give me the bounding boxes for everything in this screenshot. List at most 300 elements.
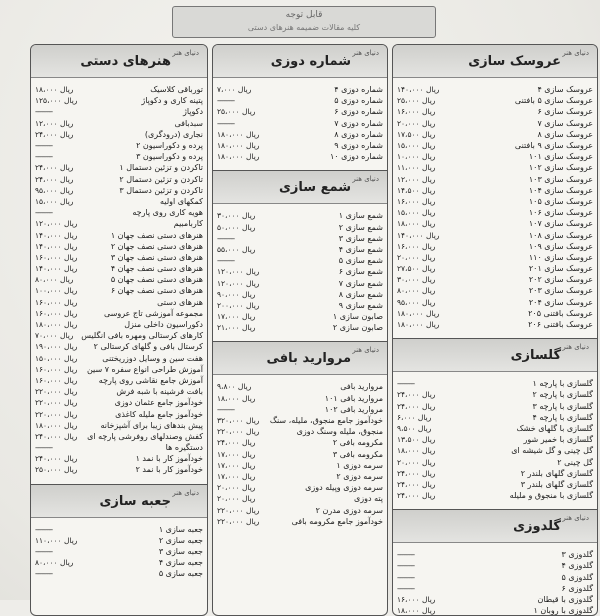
item-price: ---------- [217,233,235,243]
item-name: جعبه سازی ۵ [158,569,203,579]
item-list [31,518,207,588]
list-item [393,479,597,490]
item-price: ۱۸۰،۰۰۰ ریال [35,320,78,330]
list-item [31,397,207,408]
item-name: هنرهای دستی نصف جهان ۶ [110,286,203,296]
item-name: مکرومه بافی ۳ [332,449,383,459]
item-name: عروسک سازی ۷ [537,118,593,128]
list-item [393,229,597,240]
item-price: ۱۵۰،۰۰۰ ریال [35,353,78,363]
item-price: ۱۸۰،۰۰۰ ریال [217,141,260,151]
column-middle [212,44,388,616]
item-name: عروسک سازی ۲۰۱ [528,264,593,274]
list-item [31,341,207,352]
list-item [393,549,597,560]
item-price: ۲۴،۰۰۰ ریال [397,401,436,411]
item-name: عروسک سازی ۲۰۲ [528,275,593,285]
section-label: دنیای هنر [562,49,589,57]
list-item [393,445,597,456]
item-price: ۲۲۰،۰۰۰ ریال [35,387,78,397]
item-name: کفش وصندلهای روفرشی پارچه ای [87,431,203,441]
item-price: ۱۸۰،۰۰۰ ریال [217,152,260,162]
item-name: شمع سازی ۳ [338,233,383,243]
list-item [393,468,597,479]
list-item [213,516,387,527]
item-name: جعبه سازی ۲ [158,535,203,545]
item-price: ۹،۸۰۰ ریال [217,382,252,392]
item-price: ۱۲۰،۰۰۰ ریال [217,267,260,277]
item-name: هنرهای دستی نصف جهان ۴ [110,264,203,274]
item-name: شمع سازی ۶ [338,267,383,277]
item-price: ---------- [35,443,53,453]
item-name: شمع سازی ۷ [338,278,383,288]
list-item [393,490,597,501]
section-title: مروارید بافی [266,351,351,367]
item-price: ۱۳،۵۰۰ ریال [397,435,436,445]
item-list [213,204,387,341]
list-item [31,557,207,568]
item-name: کارهای کرستالی ومهره بافی انگلیس [81,331,203,341]
section-label: دنیای هنر [562,514,589,523]
item-price: ۱۸،۰۰۰ ریال [217,393,256,403]
item-price: ۱۲،۰۰۰ ریال [397,174,436,184]
item-list [213,375,387,534]
item-price: ۲۱،۰۰۰ ریال [217,323,256,333]
list-item [31,308,207,319]
item-price: ۸۰،۰۰۰ ریال [397,286,436,296]
item-price: ۲۰۰،۰۰۰ ریال [217,300,260,310]
item-price: ۱۶،۰۰۰ ریال [397,196,436,206]
list-item [31,174,207,185]
list-item [213,426,387,437]
list-item [31,162,207,173]
item-price: ۱۲۰،۰۰۰ ریال [217,278,260,288]
item-price: ۲۰،۰۰۰ ریال [397,252,436,262]
list-item [31,546,207,557]
item-name: پته دوزی [353,494,383,504]
item-list [31,78,207,484]
item-price: ۳۰،۰۰۰ ریال [397,275,436,285]
list-item [393,401,597,412]
item-name: شمع سازی ۲ [338,222,383,232]
item-name: گلدوزی با قیطان [537,595,593,605]
list-item [31,84,207,95]
list-item [393,423,597,434]
list-item [31,408,207,419]
item-name: گلدوزی ۳ [561,550,593,560]
list-item [393,129,597,140]
list-item [213,84,387,95]
item-price: ۶،۰۰۰ ریال [397,412,432,422]
item-price: ---------- [35,569,53,579]
item-price: ۷،۰۰۰ ریال [217,85,252,95]
item-price: ۲۲۰،۰۰۰ ریال [217,505,260,515]
list-item [393,252,597,263]
section-title: گلدوزی [513,519,561,535]
list-item [31,386,207,397]
list-item [31,375,207,386]
item-name: سرمه دوزی مدرن ۲ [315,505,383,515]
list-item [31,431,207,442]
list-item [31,196,207,207]
item-name: شمع سازی ۵ [338,256,383,266]
list-item [213,482,387,493]
item-name: مکرومه بافی ۲ [332,438,383,448]
item-price: ۱۶۰،۰۰۰ ریال [35,375,78,385]
item-name: شمع سازی ۴ [338,244,383,254]
list-item [393,572,597,583]
item-name: عروسک سازی ۲۰۳ [528,286,593,296]
list-item [31,319,207,330]
item-name: عروسک سازی ۲۰۴ [528,297,593,307]
item-name: هنرهای دستی [157,297,203,307]
item-price: ۹۵،۰۰۰ ریال [35,185,74,195]
item-price: ۱۸،۰۰۰ ریال [35,85,74,95]
list-item [213,322,387,333]
list-item [31,442,207,453]
item-name: پتینه کاری و دکوپاژ [141,96,203,106]
list-item [213,311,387,322]
list-item [31,568,207,579]
item-name: عروسک بافتنی ۲۰۵ [528,308,593,318]
item-price: ۲۰،۰۰۰ ریال [397,118,436,128]
item-name: عروسک سازی ۱۰۹ [528,241,593,251]
item-name: عروسک سازی ۱۰۸ [528,230,593,240]
item-price: ---------- [35,547,53,557]
list-item [213,244,387,255]
item-price: ۲۴،۰۰۰ ریال [35,129,74,139]
item-price: ۱۸،۰۰۰ ریال [397,446,436,456]
item-price: ۲۰،۰۰۰ ریال [397,457,436,467]
item-name: عروسک سازی ۴ [537,85,593,95]
item-name: خودآموز کار با نمد ۲ [135,465,203,475]
item-price: ۲۴۰،۰۰۰ ریال [35,431,78,441]
item-name: گل چینی ۲ [557,457,593,467]
item-price: ۲۴،۰۰۰ ریال [35,174,74,184]
item-price: ۲۴،۰۰۰ ریال [397,491,436,501]
item-price: ۷۰،۰۰۰ ریال [35,331,74,341]
item-price: ۱۴،۵۰۰ ریال [397,185,436,195]
list-item [213,266,387,277]
list-item [393,241,597,252]
item-name: پرده و دکوراسیون ۳ [136,152,203,162]
section-header [213,171,387,204]
item-price: ---------- [397,550,415,560]
item-name: تاکردن و تزئین دستمال ۱ [119,163,203,173]
list-item [393,118,597,129]
item-price: ۲۴،۰۰۰ ریال [35,163,74,173]
list-item [393,378,597,389]
item-name: گلسازی با پارچه ۱ [532,379,593,389]
item-name: جعبه سازی ۳ [158,547,203,557]
item-name: نجاری (درودگری) [144,129,203,139]
item-name: مجموعه آموزشی تاج عروسی [103,308,203,318]
list-item [31,151,207,162]
section-header [31,45,207,78]
item-price: ۱۶،۰۰۰ ریال [397,241,436,251]
section-title: شماره دوزی [270,54,351,69]
item-name: عروسک سازی ۱۰۳ [528,174,593,184]
item-price: ۲۲۰،۰۰۰ ریال [217,427,260,437]
item-name: گلسازی با منجوق و ملیله [509,491,593,501]
item-name: آموزش طراحی انواع سفره ۷ سین [86,364,203,374]
item-price: ۱۶۰،۰۰۰ ریال [35,308,78,318]
item-price: ۱۶۰،۰۰۰ ریال [35,252,78,262]
item-price: ۲۰،۰۰۰ ریال [217,494,256,504]
item-price: ۱۸۰،۰۰۰ ریال [397,308,440,318]
item-name: جعبه سازی ۱ [158,524,203,534]
list-item [213,393,387,404]
item-name: گل چینی و گل شیشه ای [511,446,593,456]
item-price: ۵۰،۰۰۰ ریال [217,222,256,232]
item-list [393,372,597,509]
list-item [213,118,387,129]
item-price: ۱۵،۰۰۰ ریال [397,208,436,218]
item-name: منجوق، ملیله وسنگ دوزی [296,427,383,437]
list-item [31,252,207,263]
list-item [393,560,597,571]
item-name: مروارید بافی ۱۰۱ [324,393,383,403]
column-right [392,44,598,616]
item-name: سبدبافی [174,118,203,128]
section-b2 [213,170,387,341]
section-label: دنیای هنر [352,175,379,184]
section-title: جعبه سازی [99,493,171,509]
list-item [213,404,387,415]
list-item [393,151,597,162]
item-name: عروسک سازی ۵ بافتنی [514,96,593,106]
list-item [393,389,597,400]
item-price: ۲۲۰،۰۰۰ ریال [35,409,78,419]
list-item [213,210,387,221]
item-name: بافت فرشینه با شبه فرش [116,387,203,397]
section-title: هنرهای دستی [80,54,171,69]
list-item [213,233,387,244]
item-price: ۱۵،۰۰۰ ریال [397,141,436,151]
item-price: ---------- [35,524,53,534]
list-item [213,437,387,448]
list-item [393,456,597,467]
item-name: کمکهای اولیه [159,196,203,206]
item-name: دکوراسیون داخلی منزل [124,320,203,330]
item-name: دستگیره ها [165,443,203,453]
item-name: گلسازی گلهای بلندر ۲ [520,468,593,478]
item-price: ۱۷،۰۰۰ ریال [217,460,256,470]
list-item [393,297,597,308]
item-price: ۸۰،۰۰۰ ریال [35,275,74,285]
list-item [31,263,207,274]
list-item [31,297,207,308]
section-header [213,342,387,375]
item-name: صابون سازی ۲ [332,323,383,333]
item-price: ۲۴،۰۰۰ ریال [397,468,436,478]
item-name: سرمه دوزی ۲ [336,471,383,481]
list-item [31,353,207,364]
item-name: دکوپاژ [182,107,203,117]
item-price: ۳۲۰،۰۰۰ ریال [217,416,260,426]
item-price: ۲۵،۰۰۰ ریال [397,96,436,106]
item-price: ۱۶،۰۰۰ ریال [397,107,436,117]
list-item [393,263,597,274]
item-price: ۲۵۰،۰۰۰ ریال [35,465,78,475]
notice-title: قابل توجه [285,10,323,20]
list-item [213,95,387,106]
list-item [393,605,597,616]
list-item [393,174,597,185]
item-price: ۱۲۵،۰۰۰ ریال [35,96,78,106]
list-item [31,464,207,475]
item-name: عروسک سازی ۱۰۴ [528,185,593,195]
section-header [393,510,597,543]
item-price: ۹،۵۰۰ ریال [397,423,432,433]
item-name: صابون سازی ۱ [332,312,383,322]
list-item [31,218,207,229]
item-price: ---------- [35,141,53,151]
list-item [213,289,387,300]
item-name: هنرهای دستی نصف جهان ۵ [110,275,203,285]
item-price: ۲۴،۰۰۰ ریال [217,438,256,448]
item-price: ۹۰،۰۰۰ ریال [217,289,256,299]
item-name: سرمه دوزی وپیله دوزی [305,483,383,493]
list-item [393,196,597,207]
item-name: هنرهای دستی نصف جهان ۳ [110,252,203,262]
item-name: عروسک سازی ۱۰۷ [528,219,593,229]
item-name: شماره دوزی ۴ [334,85,383,95]
section-label: دنیای هنر [352,346,379,355]
item-price: ---------- [397,572,415,582]
notice-banner [172,6,436,38]
list-item [31,241,207,252]
list-item [393,106,597,117]
list-item [31,420,207,431]
item-name: گلسازی گلهای بلندر ۳ [520,479,593,489]
list-item [393,285,597,296]
list-item [213,415,387,426]
item-price: ۱۱۰،۰۰۰ ریال [35,535,78,545]
item-name: خودآموز کار با نمد ۱ [135,454,203,464]
list-item [213,493,387,504]
item-name: خودآموز جامع عثمان دوزی [114,398,203,408]
section-title: گلسازی [510,348,561,364]
item-list [213,78,387,170]
section-a2 [393,338,597,509]
list-item [213,106,387,117]
item-name: عروسک سازی ۶ [537,107,593,117]
item-price: ۱۲۰،۰۰۰ ریال [35,219,78,229]
list-item [393,140,597,151]
list-item [393,319,597,330]
item-price: ۱۷،۰۰۰ ریال [217,449,256,459]
item-price: ---------- [35,152,53,162]
item-name: هویه کاری روی پارچه [132,208,203,218]
list-item [393,434,597,445]
section-label: دنیای هنر [562,343,589,352]
item-name: گلدوزی ۵ [561,572,593,582]
item-price: ۱۷،۰۰۰ ریال [217,471,256,481]
item-name: عروسک سازی ۸ [537,129,593,139]
item-name: تورباقی کلاسیک [150,85,203,95]
item-name: گلسازی با پارچه ۴ [532,412,593,422]
list-item [393,308,597,319]
item-name: هنرهای دستی نصف جهان ۲ [110,241,203,251]
list-item [31,207,207,218]
item-name: گلدوزی با روبان ۱ [533,606,593,616]
item-price: ۹۵،۰۰۰ ریال [397,297,436,307]
item-name: شماره دوزی ۶ [334,107,383,117]
section-header [393,45,597,78]
item-name: کاربامبیم [173,219,203,229]
list-item [213,381,387,392]
list-item [31,285,207,296]
item-name: خودآموز جامع ملیله کاغذی [115,409,203,419]
item-price: ۲۰،۰۰۰ ریال [217,483,256,493]
column-left [30,44,208,616]
list-item [31,140,207,151]
item-price: ---------- [217,118,235,128]
item-name: گلدوزی ۶ [561,583,593,593]
list-item [31,364,207,375]
item-price: ۱۷،۰۰۰ ریال [217,312,256,322]
list-item [31,185,207,196]
item-name: هنرهای دستی نصف جهان ۱ [110,230,203,240]
item-price: ۱۲،۰۰۰ ریال [35,118,74,128]
item-name: عروسک سازی ۱۰۱ [528,152,593,162]
item-name: عروسک سازی ۱۰۶ [528,208,593,218]
list-item [31,229,207,240]
section-label: دنیای هنر [172,488,199,497]
list-item [393,274,597,285]
item-name: عروسک بافتنی ۲۰۶ [528,320,593,330]
item-price: ۲۴،۰۰۰ ریال [397,390,436,400]
item-price: ۱۶۰،۰۰۰ ریال [35,297,78,307]
item-price: ۱۶،۰۰۰ ریال [397,595,436,605]
item-list [393,78,597,338]
item-price: ۱۰،۰۰۰ ریال [397,152,436,162]
item-price: ۵۵،۰۰۰ ریال [217,244,256,254]
item-price: ۱۴۰،۰۰۰ ریال [35,264,78,274]
item-name: شمع سازی ۹ [338,300,383,310]
section-label: دنیای هنر [352,49,379,57]
list-item [213,471,387,482]
item-name: عروسک سازی ۹ بافتنی [514,141,593,151]
item-name: شمع سازی ۱ [338,211,383,221]
item-name: شماره دوزی ۱۰ [329,152,383,162]
item-price: ۲۲۰،۰۰۰ ریال [35,398,78,408]
item-name: گلسازی با پارچه ۳ [532,401,593,411]
list-item [393,95,597,106]
item-price: ---------- [397,561,415,571]
item-name: کرستال بافی و گلهای کرستالی ۲ [93,342,203,352]
list-item [213,255,387,266]
list-item [213,504,387,515]
list-item [213,222,387,233]
section-a1 [393,45,597,338]
item-price: ۱۴۰،۰۰۰ ریال [397,85,440,95]
item-name: گلسازی با پارچه ۲ [532,390,593,400]
item-name: شماره دوزی ۹ [334,141,383,151]
item-price: ۲۷،۵۰۰ ریال [397,264,436,274]
item-name: گلسازی با گلهای خشک [516,423,593,433]
item-price: ---------- [217,256,235,266]
item-price: ---------- [397,379,415,389]
item-price: ۱۸۰،۰۰۰ ریال [217,129,260,139]
item-list [393,543,597,616]
item-name: عروسک سازی ۱۱۰ [528,252,593,262]
item-price: ۱۵،۰۰۰ ریال [35,196,74,206]
item-name: شماره دوزی ۸ [334,129,383,139]
section-header [31,485,207,518]
item-price: ۳۰،۰۰۰ ریال [217,211,256,221]
